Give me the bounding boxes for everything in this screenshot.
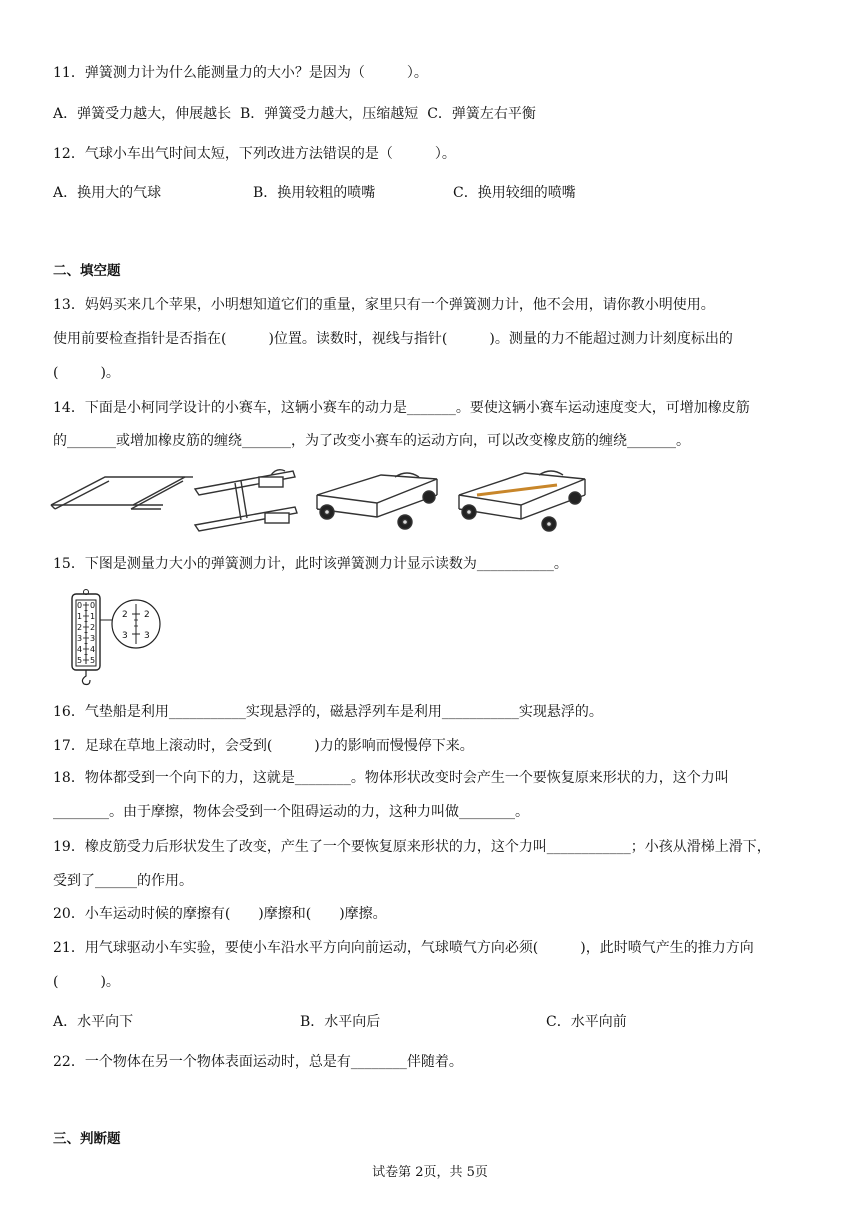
scale-label-right: 2 — [90, 623, 96, 632]
scale-label-right: 5 — [90, 656, 96, 665]
zoom-label-3-left: 3 — [122, 631, 128, 641]
q13-line-2: 使用前要检查指针是否指在( )位置。读数时，视线与指针( )。测量的力不能超过测力计刻度标出的 — [53, 331, 733, 347]
q11-options: A．弹簧受力越大，伸展越长 B．弹簧受力越大，压缩越短 C．弹簧左右平衡 — [53, 106, 536, 122]
q12-option-b: B．换用较粗的喷嘴 — [253, 185, 376, 201]
q12-option-a: A．换用大的气球 — [53, 185, 162, 201]
car-frame-step-2 — [195, 470, 297, 531]
q12-option-c: C．换用较细的喷嘴 — [453, 185, 576, 201]
section-fill-in-heading: 二、填空题 — [53, 263, 121, 279]
scale-label-left: 2 — [77, 623, 83, 632]
scale-label-left: 4 — [77, 645, 83, 654]
q17: 17．足球在草地上滚动时，会受到( )力的影响而慢慢停下来。 — [53, 738, 474, 754]
q21-option-c: C．水平向前 — [546, 1014, 627, 1030]
q18-line-2: ________。由于摩擦，物体会受到一个阻碍运动的力，这种力叫做________。 — [53, 804, 529, 820]
scale-label-left: 3 — [77, 634, 83, 643]
q21-line-2: ( )。 — [53, 974, 120, 990]
q13-line-3: ( )。 — [53, 365, 120, 381]
scale-label-right: 4 — [90, 645, 96, 654]
q21-line-1: 21．用气球驱动小车实验，要使小车沿水平方向向前运动，气球喷气方向必须( )，此时喷气产生的推力方向 — [53, 940, 754, 956]
q14-line-2: 的_______或增加橡皮筋的缠绕_______，为了改变小赛车的运动方向，可以改变橡皮筋的缠绕_______。 — [53, 433, 690, 449]
scale-label-left: 0 — [77, 601, 83, 610]
q19-line-2: 受到了______的作用。 — [53, 873, 193, 889]
q13-line-1: 13．妈妈买来几个苹果，小明想知道它们的重量，家里只有一个弹簧测力计，他不会用，请你教小明使用。 — [53, 297, 715, 313]
q12-stem: 12．气球小车出气时间太短，下列改进方法错误的是（ ）。 — [53, 146, 456, 162]
q21-option-a: A．水平向下 — [53, 1014, 134, 1030]
zoom-label-2-right: 2 — [144, 610, 150, 620]
q18-line-1: 18．物体都受到一个向下的力，这就是________。物体形状改变时会产生一个要恢复原来形状的力，这个力叫 — [53, 770, 729, 786]
wheel — [569, 492, 581, 504]
q15-stem: 15．下图是测量力大小的弹簧测力计，此时该弹簧测力计显示读数为___________。 — [53, 556, 568, 572]
wheel — [423, 491, 435, 503]
q16: 16．气垫船是利用___________实现悬浮的，磁悬浮列车是利用___________实现悬浮的。 — [53, 704, 603, 720]
spring-scale-figure — [60, 590, 164, 686]
scale-label-right: 1 — [90, 612, 96, 621]
zoom-label-2-left: 2 — [122, 610, 128, 620]
car-frame-step-1 — [51, 477, 193, 509]
page-footer: 试卷第 2页，共 5页 — [372, 1165, 488, 1180]
scale-label-left: 1 — [77, 612, 83, 621]
scale-label-right: 3 — [90, 634, 96, 643]
car-frame-step-3 — [317, 473, 437, 529]
q21-option-b: B．水平向后 — [300, 1014, 381, 1030]
car-frame-step-4 — [459, 471, 585, 531]
scale-label-right: 0 — [90, 601, 96, 610]
section-true-false-heading: 三、判断题 — [53, 1131, 121, 1147]
scale-label-left: 5 — [77, 656, 83, 665]
q22: 22．一个物体在另一个物体表面运动时，总是有________伴随着。 — [53, 1054, 463, 1070]
zoom-label-3-right: 3 — [144, 631, 150, 641]
q11-stem: 11．弹簧测力计为什么能测量力的大小？是因为（ ）。 — [53, 65, 428, 81]
q14-line-1: 14．下面是小柯同学设计的小赛车，这辆小赛车的动力是_______。要使这辆小赛车运动速度变大，可增加橡皮筋 — [53, 400, 750, 416]
race-car-build-figure — [45, 465, 595, 535]
q19-line-1: 19．橡皮筋受力后形状发生了改变，产生了一个要恢复原来形状的力，这个力叫____________；小孩从滑梯上滑下， — [53, 839, 771, 855]
q20: 20．小车运动时候的摩擦有( )摩擦和( )摩擦。 — [53, 906, 387, 922]
